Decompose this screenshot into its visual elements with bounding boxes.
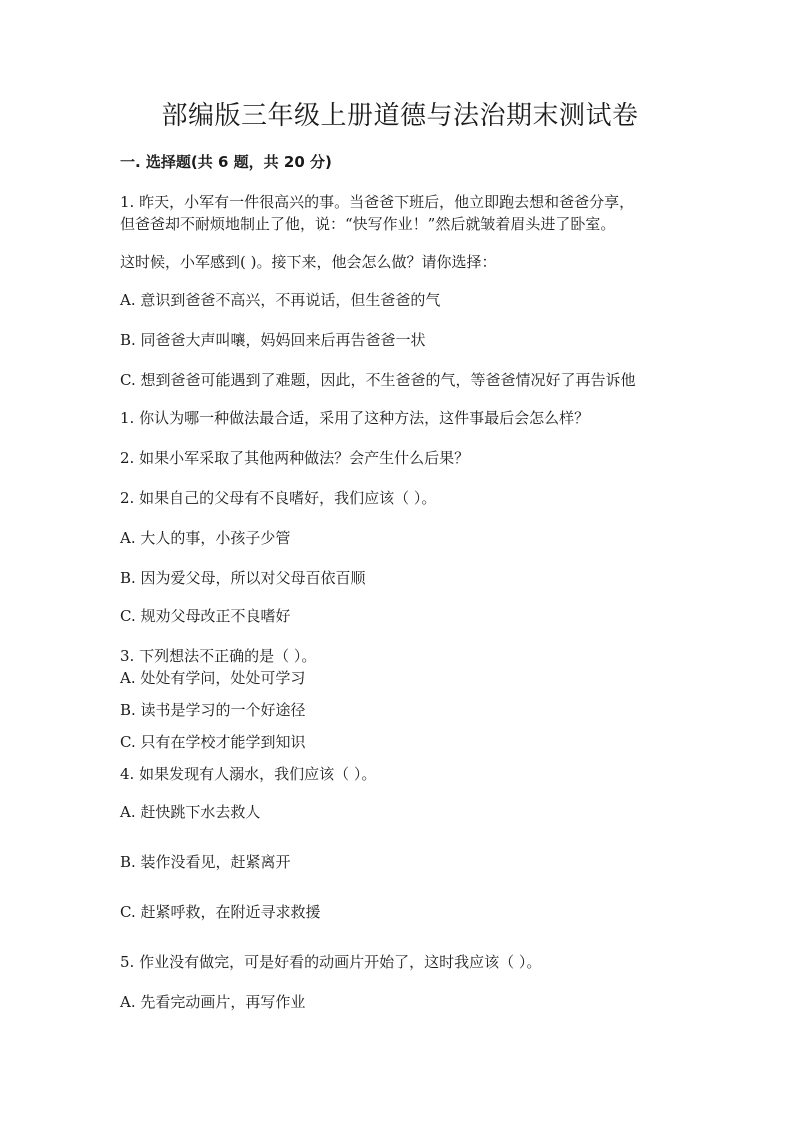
- q4-stem: 4. 如果发现有人溺水，我们应该（ ）。: [120, 765, 377, 783]
- q1-option-b: B. 同爸爸大声叫嚷，妈妈回来后再告爸爸一状: [120, 331, 426, 349]
- q3-option-a: A. 处处有学问，处处可学习: [120, 669, 306, 687]
- q3-option-c: C. 只有在学校才能学到知识: [120, 733, 306, 751]
- q4-option-c: C. 赶紧呼救，在附近寻求救援: [120, 903, 321, 921]
- section-heading: 一. 选择题(共 6 题，共 20 分): [120, 153, 332, 171]
- q1-stem-line2: 但爸爸却不耐烦地制止了他，说：“快写作业！”然后就皱着眉头进了卧室。: [120, 215, 616, 233]
- q5-option-a: A. 先看完动画片，再写作业: [120, 993, 306, 1011]
- q2-option-c: C. 规劝父母改正不良嗜好: [120, 607, 291, 625]
- q1-option-c: C. 想到爸爸可能遇到了难题，因此，不生爸爸的气，等爸爸情况好了再告诉他: [120, 371, 636, 389]
- q4-option-a: A. 赶快跳下水去救人: [120, 803, 261, 821]
- q1-subquestion-1: 1. 你认为哪一种做法最合适，采用了这种方法，这件事最后会怎么样？: [120, 409, 590, 427]
- page-title: 部编版三年级上册道德与法治期末测试卷: [161, 101, 639, 131]
- q1-subquestion-2: 2. 如果小军采取了其他两种做法？会产生什么后果？: [120, 449, 470, 467]
- q1-prompt: 这时候，小军感到( )。接下来，他会怎么做？请你选择：: [120, 253, 497, 271]
- q3-stem: 3. 下列想法不正确的是（ ）。: [120, 647, 317, 665]
- q1-option-a: A. 意识到爸爸不高兴，不再说话，但生爸爸的气: [120, 291, 441, 309]
- q4-option-b: B. 装作没看见，赶紧离开: [120, 853, 291, 871]
- q2-option-b: B. 因为爱父母，所以对父母百依百顺: [120, 569, 366, 587]
- q1-stem-line1: 1. 昨天，小军有一件很高兴的事。当爸爸下班后，他立即跑去想和爸爸分享，: [120, 193, 635, 211]
- q5-stem: 5. 作业没有做完，可是好看的动画片开始了，这时我应该（ ）。: [120, 953, 542, 971]
- q2-option-a: A. 大人的事，小孩子少管: [120, 529, 291, 547]
- q3-option-b: B. 读书是学习的一个好途径: [120, 701, 306, 719]
- q2-stem: 2. 如果自己的父母有不良嗜好，我们应该（ ）。: [120, 489, 437, 507]
